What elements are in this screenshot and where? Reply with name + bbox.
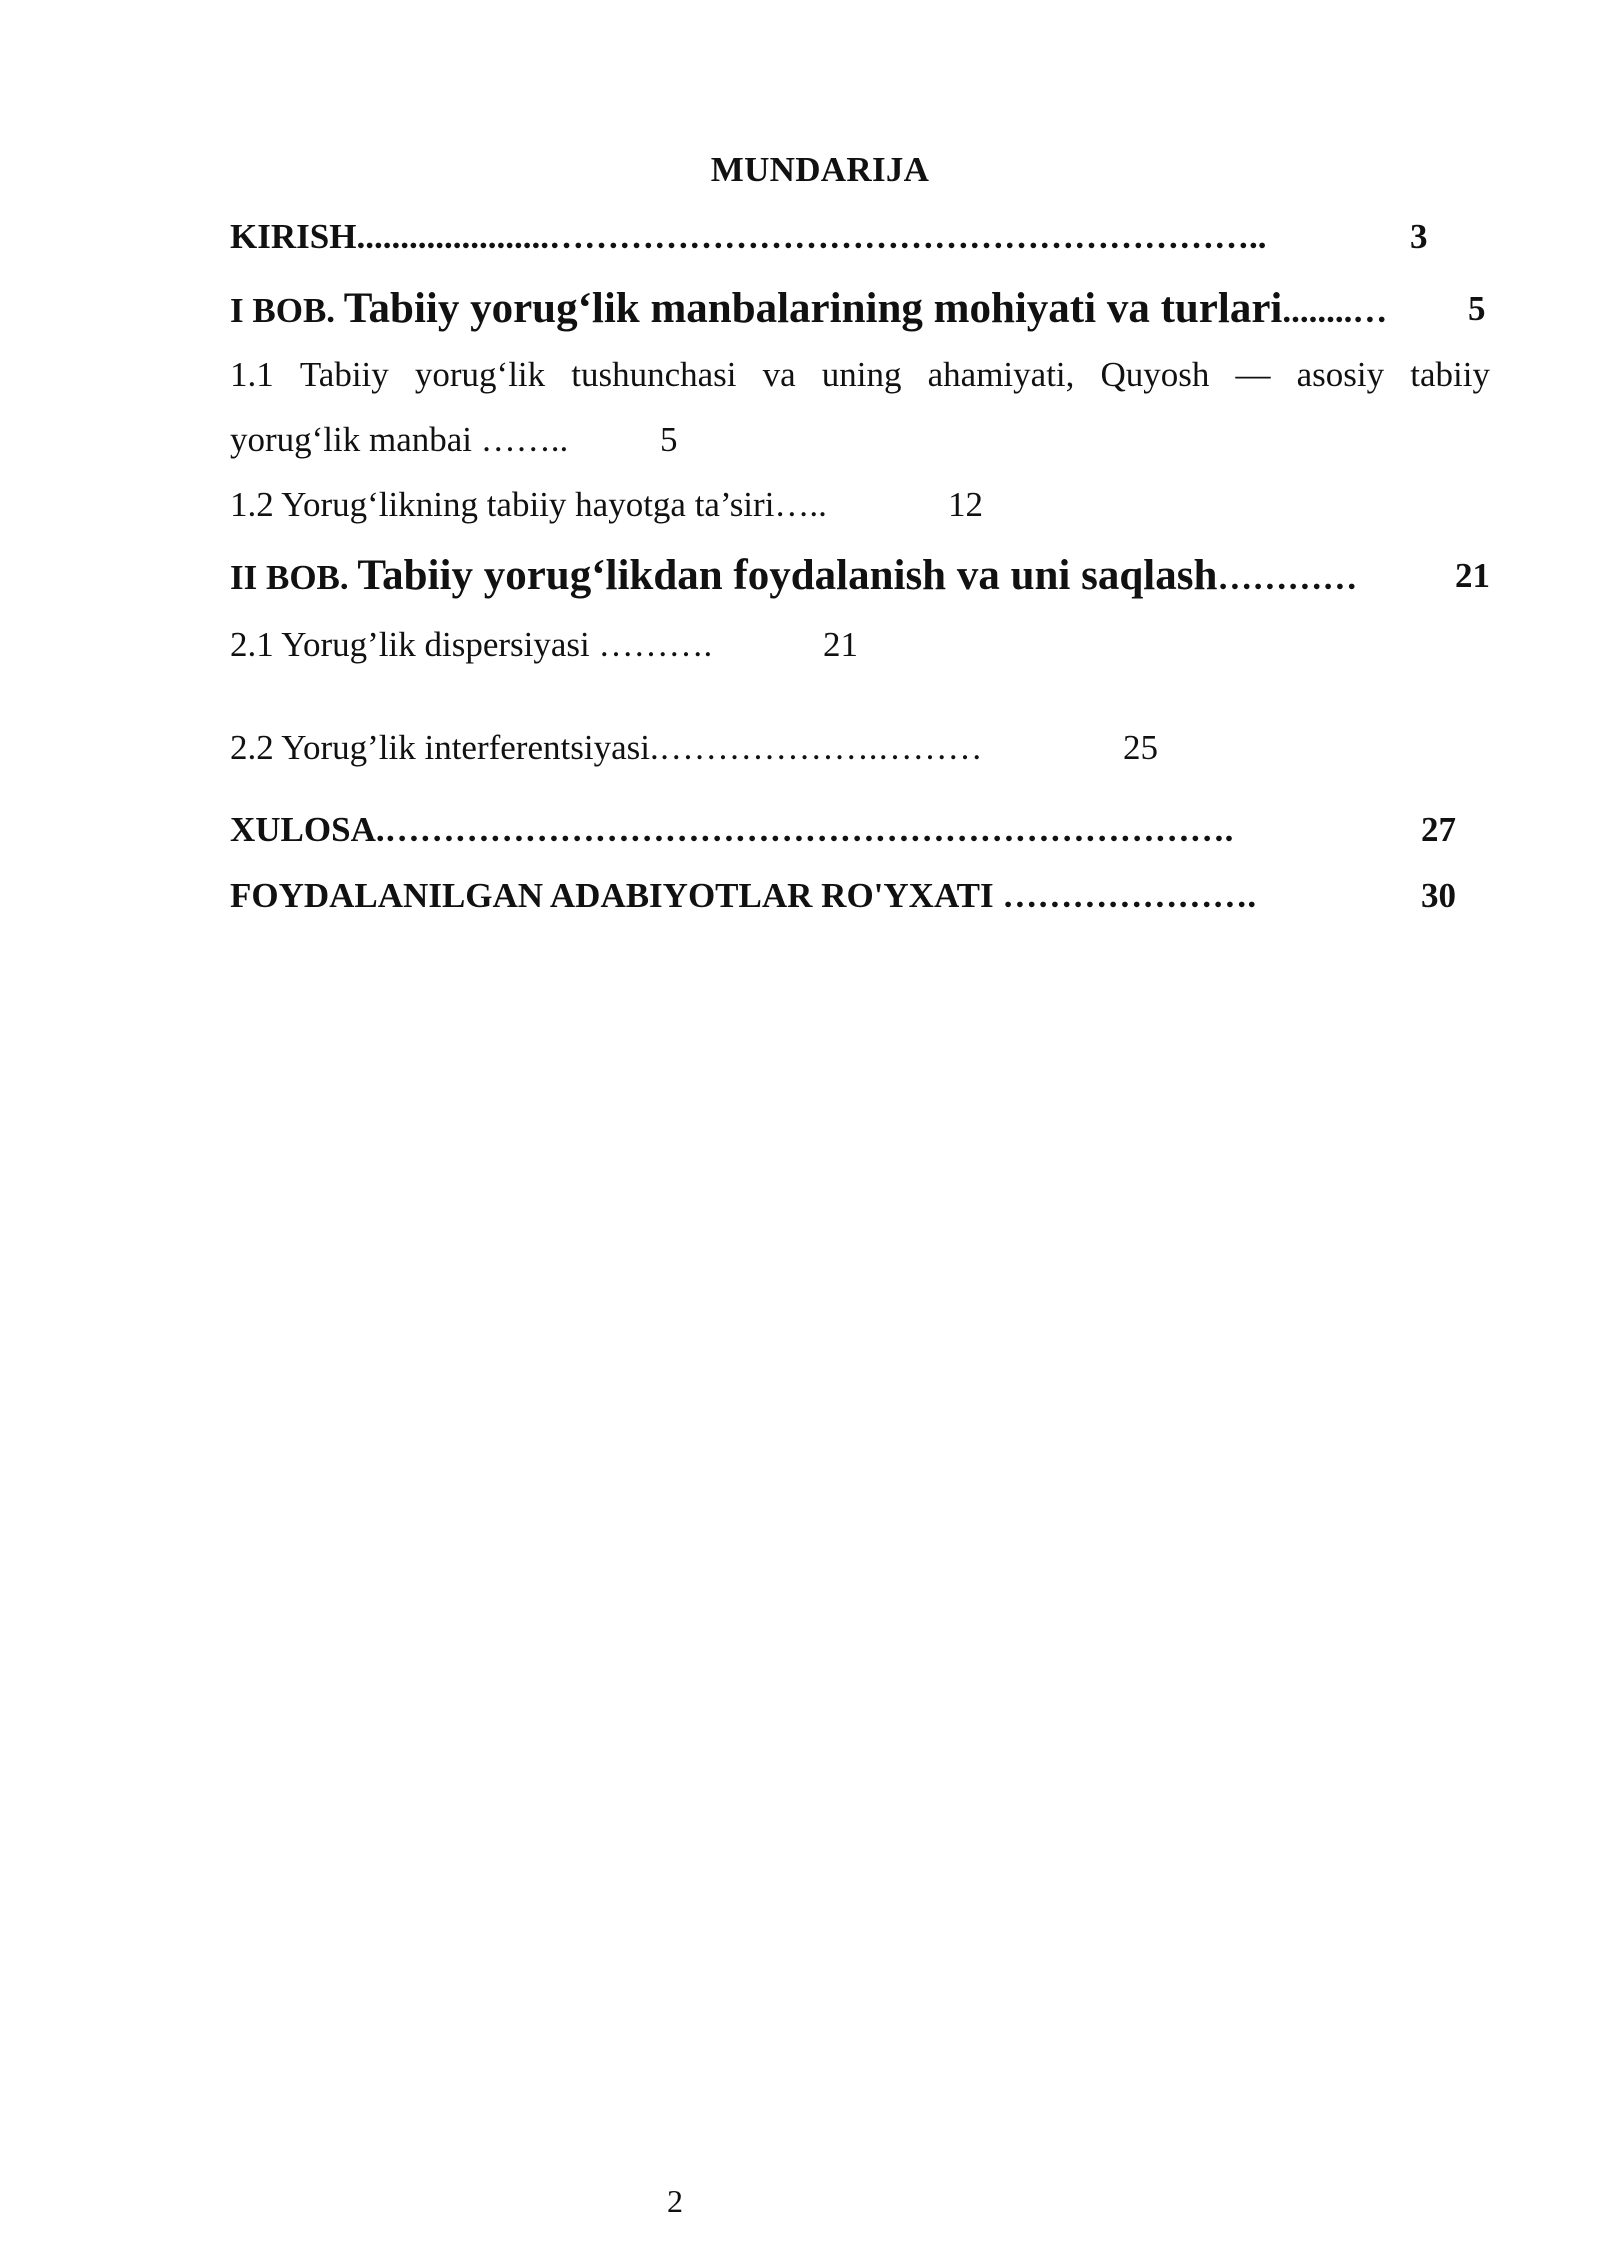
toc-entry-section-2-2: 2.2 Yorug’lik interferentsiyasi.……………….……… (230, 728, 983, 767)
word: yorug‘lik (414, 355, 546, 394)
toc-entry-xulosa (230, 809, 1233, 851)
dot-leader: ......................…………………………………………………….. (356, 217, 1267, 256)
dot-leader: ........… (1282, 291, 1388, 330)
word: Quyosh (1100, 355, 1210, 394)
toc-entry-chapter-2 (230, 550, 1357, 602)
toc-entry-chapter-1 (230, 283, 1387, 335)
page-number-xulosa: 27 (1421, 810, 1456, 849)
toc-entry-section-2-1: 2.1 Yorug’lik dispersiyasi ………. (230, 625, 713, 664)
word: ahamiyati, (927, 355, 1075, 394)
toc-entry-section-1-2: 1.2 Yorug‘likning tabiiy hayotga ta’siri….. (230, 485, 827, 524)
page-number-section-1-1: 5 (660, 420, 678, 459)
chapter-title: Tabiiy yorug‘likdan foydalanish va uni saqlash (357, 552, 1218, 599)
toc-entry-references (230, 875, 1256, 917)
word: uning (821, 355, 902, 394)
word: tabiiy (1410, 355, 1490, 394)
word: — (1235, 355, 1271, 394)
section-number: 1.1 (230, 355, 274, 394)
toc-entry-section-1-1-line-1 (230, 354, 1490, 396)
toc-title: MUNDARIJA (710, 150, 930, 189)
toc-entry-kirish (230, 216, 1266, 258)
entry-label: XULOSA. (230, 810, 385, 849)
footer-page-number: 2 (667, 2183, 683, 2219)
chapter-prefix: II BOB. (230, 558, 349, 597)
dot-leader: ………………………………………………………………. (384, 810, 1234, 849)
word: va (762, 355, 796, 394)
entry-label: KIRISH (230, 217, 357, 256)
page-number-chapter-1: 5 (1468, 289, 1486, 328)
page-number-section-2-2: 25 (1123, 728, 1158, 767)
entry-label: FOYDALANILGAN ADABIYOTLAR RO'YXATI (230, 876, 994, 915)
toc-entry-section-1-1-line-2: yorug‘lik manbai …….. (230, 420, 569, 459)
word: asosiy (1296, 355, 1385, 394)
dot-leader: ………… (1217, 558, 1358, 597)
word: tushunchasi (571, 355, 737, 394)
page-number-chapter-2: 21 (1455, 556, 1490, 595)
chapter-title: Tabiiy yorug‘lik manbalarining mohiyati va turlari (343, 285, 1283, 332)
page-number-section-2-1: 21 (823, 625, 858, 664)
chapter-prefix: I BOB. (230, 291, 336, 330)
page-number-references: 30 (1421, 876, 1456, 915)
page-number-kirish: 3 (1410, 217, 1428, 256)
page-number-section-1-2: 12 (948, 485, 983, 524)
dot-leader: …………………. (993, 876, 1257, 915)
word: Tabiiy (299, 355, 389, 394)
